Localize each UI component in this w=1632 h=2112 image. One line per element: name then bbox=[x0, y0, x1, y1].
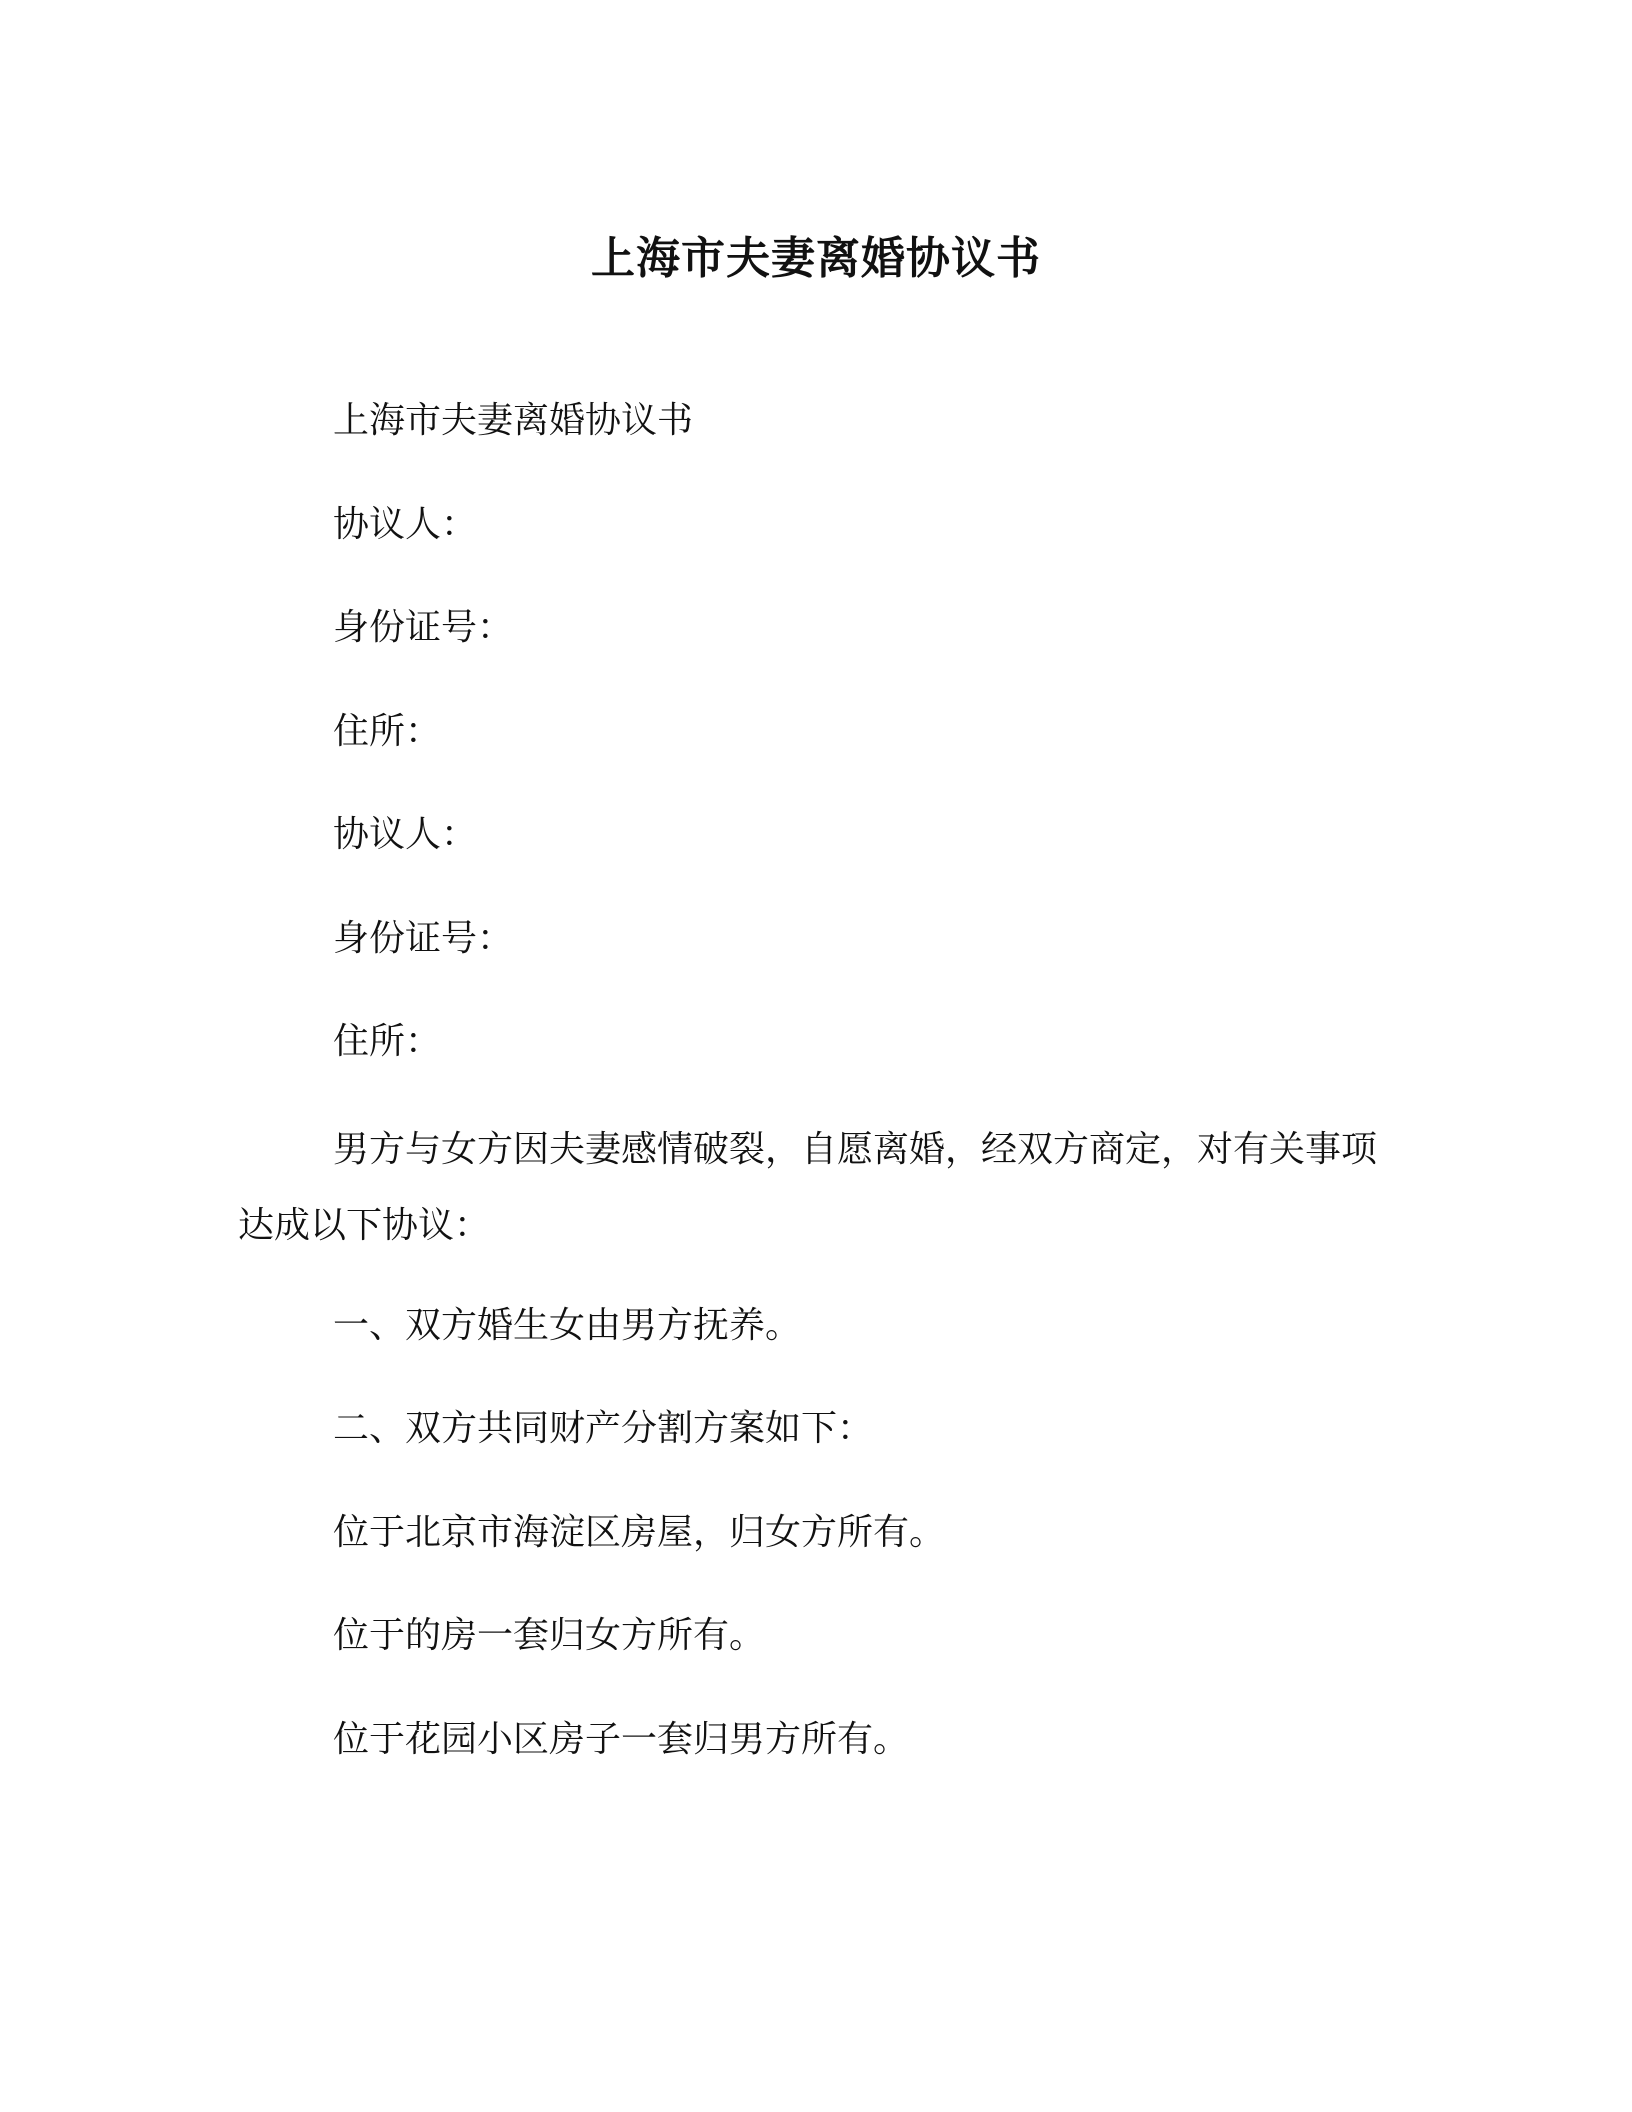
party2-label: 协议人： bbox=[333, 814, 478, 855]
clause-2: 二、双方共同财产分割方案如下： bbox=[333, 1408, 874, 1449]
subtitle-line: 上海市夫妻离婚协议书 bbox=[333, 400, 694, 441]
party1-address-label: 住所： bbox=[333, 711, 442, 752]
property-item-1: 位于北京市海淀区房屋，归女方所有。 bbox=[333, 1512, 946, 1553]
clause-1: 一、双方婚生女由男方抚养。 bbox=[333, 1305, 802, 1346]
party1-label: 协议人： bbox=[333, 504, 478, 545]
property-item-3: 位于花园小区房子一套归男方所有。 bbox=[333, 1719, 910, 1760]
document-title: 上海市夫妻离婚协议书 bbox=[591, 233, 1041, 284]
party2-address-label: 住所： bbox=[333, 1021, 442, 1062]
property-item-2: 位于的房一套归女方所有。 bbox=[333, 1615, 766, 1656]
party1-id-label: 身份证号： bbox=[333, 607, 514, 648]
party2-id-label: 身份证号： bbox=[333, 918, 514, 959]
intro-paragraph: 男方与女方因夫妻感情破裂，自愿离婚，经双方商定，对有关事项达成以下协议： bbox=[238, 1129, 1378, 1246]
